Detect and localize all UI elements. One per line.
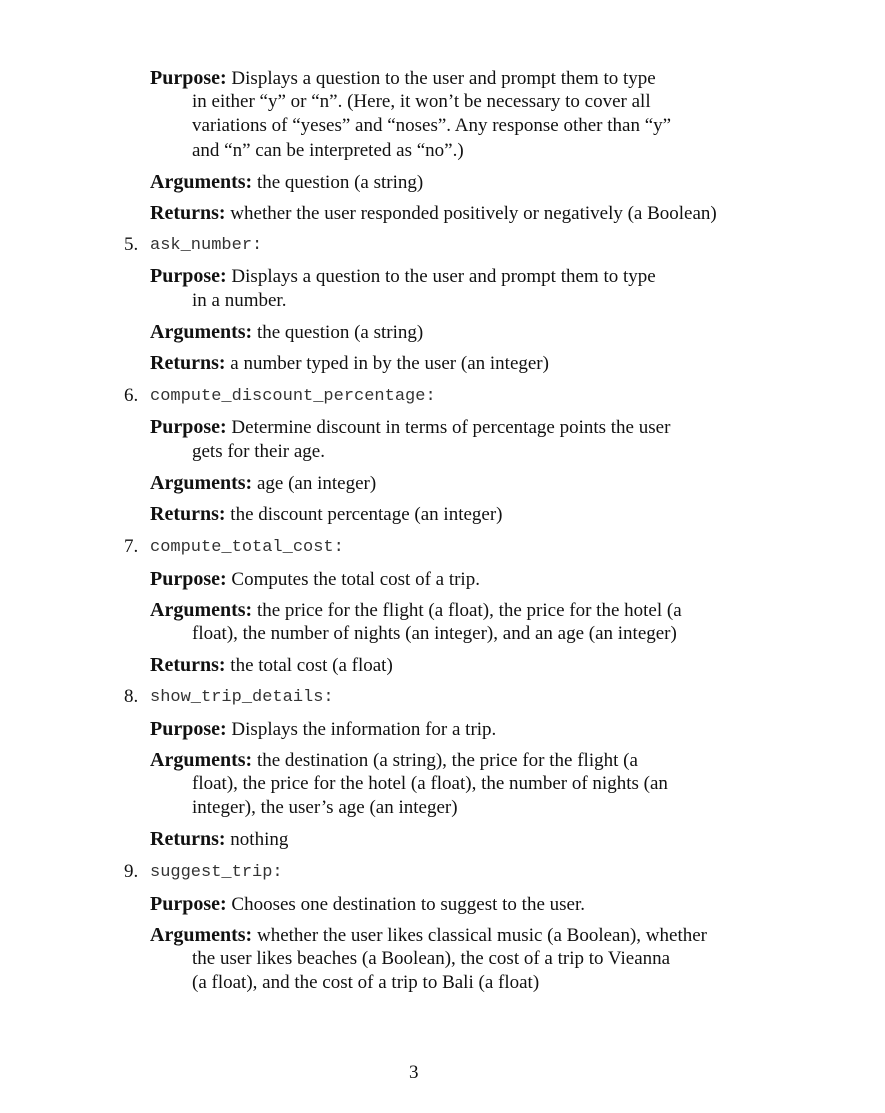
returns-text: the discount percentage (an integer) xyxy=(230,504,503,525)
list-item-number: 7. xyxy=(124,536,139,557)
returns-line xyxy=(150,827,288,852)
purpose-text-cont: and “n” can be interpreted as “no”.) xyxy=(192,140,464,161)
returns-text: a number typed in by the user (an integer) xyxy=(230,353,549,374)
function-name: compute_discount_percentage: xyxy=(150,387,436,406)
list-item-number: 6. xyxy=(124,385,139,406)
purpose-line xyxy=(150,717,496,742)
arguments-text: the destination (a string), the price for the flight (a xyxy=(256,750,638,771)
arguments-label: Arguments: xyxy=(150,924,253,946)
function-name: compute_total_cost: xyxy=(150,538,344,557)
arguments-label: Arguments: xyxy=(150,749,253,771)
purpose-label: Purpose: xyxy=(150,265,227,287)
arguments-text: the price for the flight (a float), the price for the hotel (a xyxy=(256,600,682,621)
arguments-line xyxy=(150,471,376,496)
returns-text: nothing xyxy=(230,829,289,850)
purpose-text: Displays the information for a trip. xyxy=(231,719,497,740)
arguments-line xyxy=(150,170,423,195)
purpose-line xyxy=(150,892,585,917)
purpose-text: Displays a question to the user and prompt them to type xyxy=(231,266,656,287)
arguments-text-cont: float), the price for the hotel (a float), the number of nights (an xyxy=(192,773,668,794)
arguments-label: Arguments: xyxy=(150,472,253,494)
arguments-line xyxy=(150,923,707,948)
arguments-text-cont: float), the number of nights (an integer), and an age (an integer) xyxy=(192,623,677,644)
arguments-label: Arguments: xyxy=(150,599,253,621)
purpose-text-cont: in a number. xyxy=(192,290,287,311)
list-item-number: 9. xyxy=(124,861,139,882)
arguments-line xyxy=(150,748,638,773)
page-number: 3 xyxy=(409,1062,419,1083)
arguments-text-cont: the user likes beaches (a Boolean), the cost of a trip to Vieanna xyxy=(192,948,671,969)
arguments-text: whether the user likes classical music (a Boolean), whether xyxy=(256,925,708,946)
returns-line xyxy=(150,502,503,527)
arguments-text: the question (a string) xyxy=(256,322,424,343)
returns-label: Returns: xyxy=(150,503,226,525)
returns-line xyxy=(150,351,549,376)
arguments-text: age (an integer) xyxy=(256,473,377,494)
purpose-text-cont: gets for their age. xyxy=(192,441,325,462)
arguments-label: Arguments: xyxy=(150,321,253,343)
function-name: suggest_trip: xyxy=(150,863,283,882)
purpose-label: Purpose: xyxy=(150,568,227,590)
purpose-label: Purpose: xyxy=(150,893,227,915)
list-item-number: 5. xyxy=(124,234,139,255)
returns-text: the total cost (a float) xyxy=(230,655,393,676)
arguments-line xyxy=(150,598,682,623)
arguments-line xyxy=(150,320,423,345)
arguments-text-cont: integer), the user’s age (an integer) xyxy=(192,797,458,818)
purpose-text-cont: variations of “yeses” and “noses”. Any response other than “y” xyxy=(192,115,672,136)
purpose-line xyxy=(150,264,656,289)
purpose-line xyxy=(150,415,670,440)
returns-label: Returns: xyxy=(150,352,226,374)
purpose-text-cont: in either “y” or “n”. (Here, it won’t be necessary to cover all xyxy=(192,91,651,112)
purpose-label: Purpose: xyxy=(150,416,227,438)
purpose-text: Displays a question to the user and prompt them to type xyxy=(231,68,656,89)
purpose-line xyxy=(150,66,656,91)
returns-text: whether the user responded positively or negatively (a Boolean) xyxy=(230,203,717,224)
function-name: show_trip_details: xyxy=(150,688,334,707)
arguments-text-cont: (a float), and the cost of a trip to Bali (a float) xyxy=(192,972,540,993)
returns-label: Returns: xyxy=(150,654,226,676)
returns-label: Returns: xyxy=(150,828,226,850)
list-item-number: 8. xyxy=(124,686,139,707)
purpose-text: Determine discount in terms of percentage points the user xyxy=(231,417,671,438)
arguments-text: the question (a string) xyxy=(256,172,424,193)
arguments-label: Arguments: xyxy=(150,171,253,193)
returns-label: Returns: xyxy=(150,202,226,224)
purpose-text: Computes the total cost of a trip. xyxy=(231,569,480,590)
purpose-text: Chooses one destination to suggest to the user. xyxy=(231,894,585,915)
returns-line xyxy=(150,653,393,678)
returns-line xyxy=(150,201,717,226)
function-name: ask_number: xyxy=(150,236,263,255)
purpose-line xyxy=(150,567,480,592)
purpose-label: Purpose: xyxy=(150,67,227,89)
purpose-label: Purpose: xyxy=(150,718,227,740)
